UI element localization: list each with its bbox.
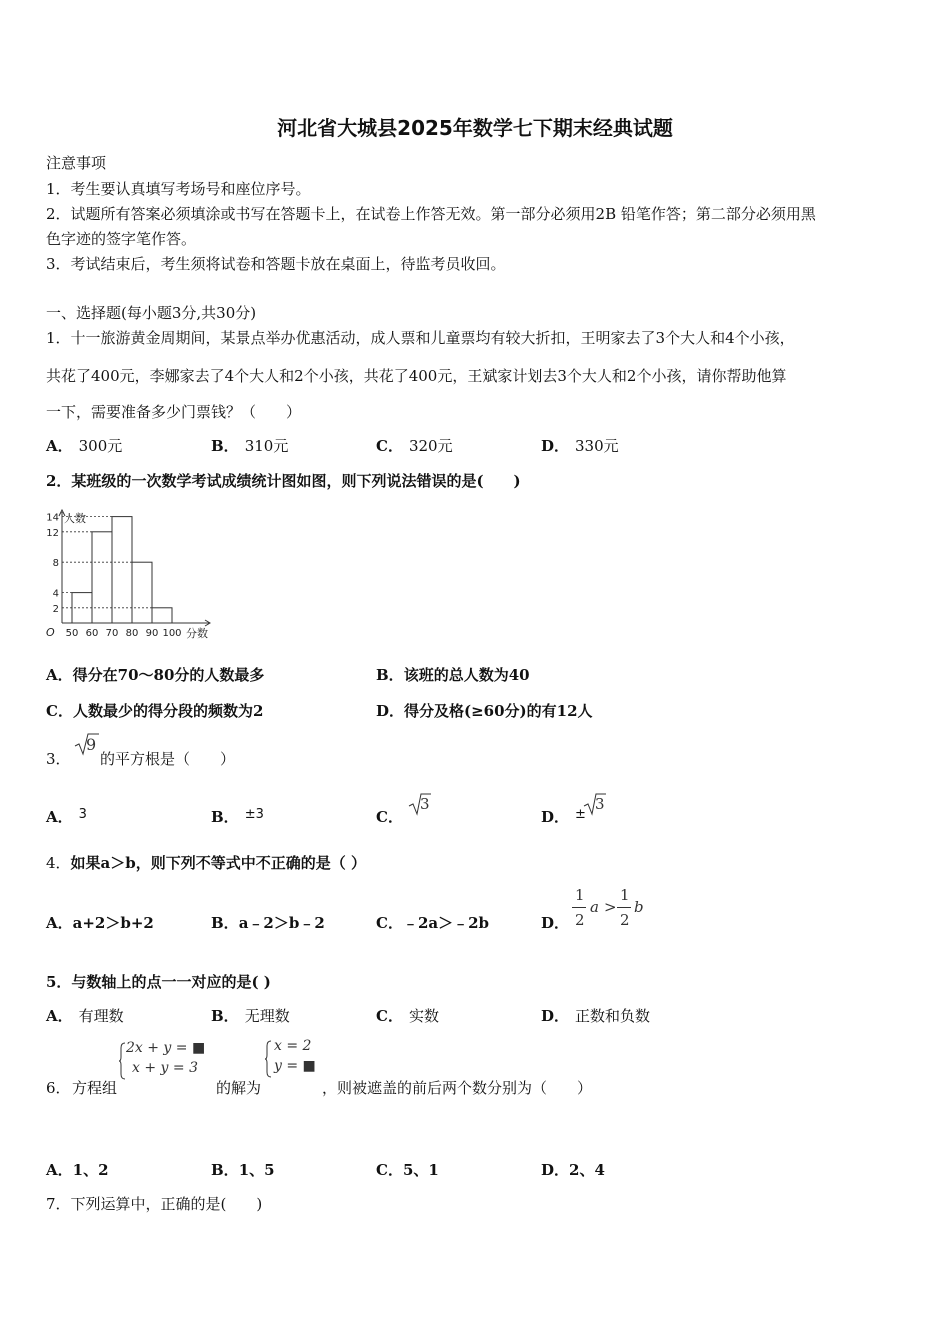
option-label: A． — [46, 666, 73, 684]
q4-stem — [46, 852, 366, 873]
x-axis-label: 分数 — [186, 627, 208, 640]
option-text: 该班的总人数为40 — [403, 666, 530, 684]
option-label: A． — [46, 1007, 73, 1025]
option-text: ﹣2a＞﹣2b — [402, 914, 490, 932]
notice-item-2: 2．试题所有答案必须填涂或书写在答题卡上，在试卷上作答无效。第一部分必须用2B 铅笔作答；第二部分必须用黑 — [46, 205, 816, 223]
variable: b — [634, 898, 644, 916]
option-label: B． — [211, 914, 239, 932]
option-text: 1、5 — [238, 1161, 275, 1179]
y-tick-label: 14 — [46, 512, 59, 524]
q1-line-1: 1．十一旅游黄金周期间，某景点举办优惠活动，成人票和儿童票均有较大折扣，王明家去了3个大人和4个小孩， — [46, 329, 795, 347]
y-tick-label: 4 — [52, 588, 59, 600]
option-text: 人数最少的得分段的频数为2 — [72, 702, 264, 720]
operator: > — [604, 898, 617, 916]
q6-mid: 的解为 — [216, 1079, 262, 1097]
histogram-bar — [152, 608, 172, 623]
q1-line-3: 一下，需要准备多少门票钱？（ ） — [46, 403, 302, 421]
q3-radicand: 9 — [86, 735, 97, 754]
option-label: D． — [541, 914, 570, 932]
q6-post: ，则被遮盖的前后两个数分别为（ ） — [322, 1079, 593, 1097]
option-text: 300元 — [78, 437, 123, 455]
radicand: 3 — [420, 795, 430, 813]
option-text: 3 — [78, 807, 87, 822]
x-tick-label: 60 — [85, 628, 99, 639]
fraction-denominator: 2 — [620, 911, 630, 929]
option-text: ±3 — [244, 807, 264, 822]
option-text: 330元 — [575, 437, 619, 455]
fraction-denominator: 2 — [575, 911, 585, 929]
option-label: B． — [211, 1161, 239, 1179]
q4-option-a[interactable] — [46, 912, 154, 933]
option-label: B． — [211, 1007, 239, 1025]
option-text: 实数 — [408, 1007, 439, 1025]
score-histogram — [44, 506, 214, 644]
q6-solution — [264, 1038, 324, 1078]
y-tick-label: 2 — [52, 603, 59, 615]
histogram-bar — [132, 562, 152, 623]
option-label: D． — [541, 437, 570, 455]
q3-option-c[interactable] — [376, 795, 430, 827]
origin-label: O — [46, 626, 55, 639]
q4-stem-text: 如果a＞b，则下列不等式中不正确的是（ ） — [70, 854, 366, 872]
x-tick-label: 70 — [105, 628, 119, 639]
q5-option-c[interactable] — [376, 1005, 439, 1026]
option-label: C． — [46, 702, 73, 720]
q6-option-d[interactable] — [541, 1159, 605, 1180]
q5-option-d[interactable] — [541, 1005, 650, 1026]
y-tick-label: 12 — [46, 527, 59, 539]
q3-sqrt-expression — [74, 732, 100, 760]
q3-number: 3． — [46, 750, 71, 768]
q2-option-c[interactable] — [46, 700, 263, 721]
x-tick-label: 80 — [125, 628, 139, 639]
option-text: 有理数 — [78, 1007, 124, 1025]
option-text: 320元 — [408, 437, 453, 455]
option-label: D． — [376, 702, 405, 720]
q5-option-a[interactable] — [46, 1005, 124, 1026]
x-tick-label: 50 — [65, 628, 79, 639]
option-text: 1、2 — [72, 1161, 109, 1179]
option-label: C． — [376, 808, 403, 826]
option-label: D． — [541, 1007, 570, 1025]
q1-option-a[interactable] — [46, 435, 122, 456]
q1-line-2: 共花了400元，李娜家去了4个大人和2个小孩，共花了400元，王斌家计划去3个大人和2个小孩，请你帮助他算 — [46, 367, 787, 385]
q2-stem: 2．某班级的一次数学考试成绩统计图如图，则下列说法错误的是( ) — [46, 472, 521, 490]
option-label: A． — [46, 1161, 73, 1179]
option-label: C． — [376, 437, 403, 455]
q2-option-d[interactable] — [376, 700, 593, 721]
option-text: 得分及格(≥60分)的有12人 — [404, 702, 593, 720]
solution-line-1: x = 2 — [274, 1038, 312, 1054]
q6-equation-system — [118, 1040, 218, 1080]
brace-icon — [264, 1040, 272, 1078]
sqrt-expression — [583, 792, 607, 820]
system-line-2: x + y = 3 — [132, 1060, 198, 1076]
histogram-bar — [112, 517, 132, 623]
option-text: a﹣2＞b﹣2 — [238, 914, 325, 932]
q1-option-c[interactable] — [376, 435, 453, 456]
option-text: ± — [575, 807, 586, 822]
page-title: 河北省大城县2025年数学七下期末经典试题 — [277, 116, 673, 140]
fraction-bar — [617, 907, 631, 908]
variable: a — [590, 898, 599, 916]
notice-item-2-cont: 色字迹的签字笔作答。 — [46, 230, 197, 248]
q4-number: 4． — [46, 854, 71, 872]
option-label: B． — [211, 437, 239, 455]
q5-option-b[interactable] — [211, 1005, 290, 1026]
option-text: 正数和负数 — [575, 1007, 651, 1025]
q2-option-b[interactable] — [376, 664, 530, 685]
q3-option-d[interactable] — [541, 795, 605, 827]
q3-option-b[interactable] — [211, 806, 264, 827]
fraction-bar — [572, 907, 586, 908]
q5-stem: 5．与数轴上的点一一对应的是( ) — [46, 973, 271, 991]
q6-pre: 方程组 — [72, 1079, 118, 1097]
option-text: a+2＞b+2 — [72, 914, 154, 932]
q6-option-c[interactable] — [376, 1159, 439, 1180]
y-axis-label: 人数 — [64, 512, 86, 525]
q4-option-b[interactable] — [211, 912, 325, 933]
option-label: C． — [376, 1161, 403, 1179]
notice-item-1: 1．考生要认真填写考场号和座位序号。 — [46, 180, 311, 198]
notice-heading: 注意事项 — [46, 154, 107, 172]
option-text: 5、1 — [402, 1161, 439, 1179]
x-tick-label: 90 — [145, 628, 159, 639]
fraction-numerator: 1 — [620, 886, 630, 904]
option-label: C． — [376, 1007, 403, 1025]
option-label: D． — [541, 1161, 570, 1179]
q4-option-d[interactable] — [541, 912, 575, 933]
q4-fraction-expression — [572, 886, 652, 936]
q6-number: 6． — [46, 1079, 71, 1097]
histogram-bar — [92, 532, 112, 623]
section-heading: 一、选择题(每小题3分,共30分) — [46, 304, 257, 322]
notice-item-3: 3．考试结束后，考生须将试卷和答题卡放在桌面上，待监考员收回。 — [46, 255, 506, 273]
option-text: 310元 — [244, 437, 289, 455]
solution-line-2: y = ■ — [274, 1058, 316, 1074]
q3-stem-rest: 的平方根是（ ） — [100, 750, 236, 768]
fraction-numerator: 1 — [575, 886, 585, 904]
option-label: B． — [211, 808, 239, 826]
q3-option-a[interactable] — [46, 806, 87, 827]
option-text: 2、4 — [569, 1161, 605, 1179]
radicand: 3 — [595, 795, 605, 813]
option-text: 得分在70～80分的人数最多 — [72, 666, 265, 684]
system-line-1: 2x + y = ■ — [126, 1040, 206, 1056]
option-label: A． — [46, 914, 73, 932]
sqrt-expression — [408, 792, 432, 820]
q1-option-b[interactable] — [211, 435, 288, 456]
q6-option-a[interactable] — [46, 1159, 109, 1180]
option-label: C． — [376, 914, 403, 932]
q6-option-b[interactable] — [211, 1159, 275, 1180]
option-label: A． — [46, 808, 73, 826]
option-label: B． — [376, 666, 404, 684]
x-tick-label: 100 — [162, 628, 182, 639]
q2-option-a[interactable] — [46, 664, 264, 685]
q7-stem: 7．下列运算中，正确的是( ) — [46, 1195, 263, 1213]
option-label: D． — [541, 808, 570, 826]
option-text: 无理数 — [244, 1007, 290, 1025]
q1-option-d[interactable] — [541, 435, 619, 456]
option-label: A． — [46, 437, 73, 455]
q4-option-c[interactable] — [376, 912, 489, 933]
brace-icon — [118, 1042, 126, 1080]
y-tick-label: 8 — [52, 558, 59, 570]
